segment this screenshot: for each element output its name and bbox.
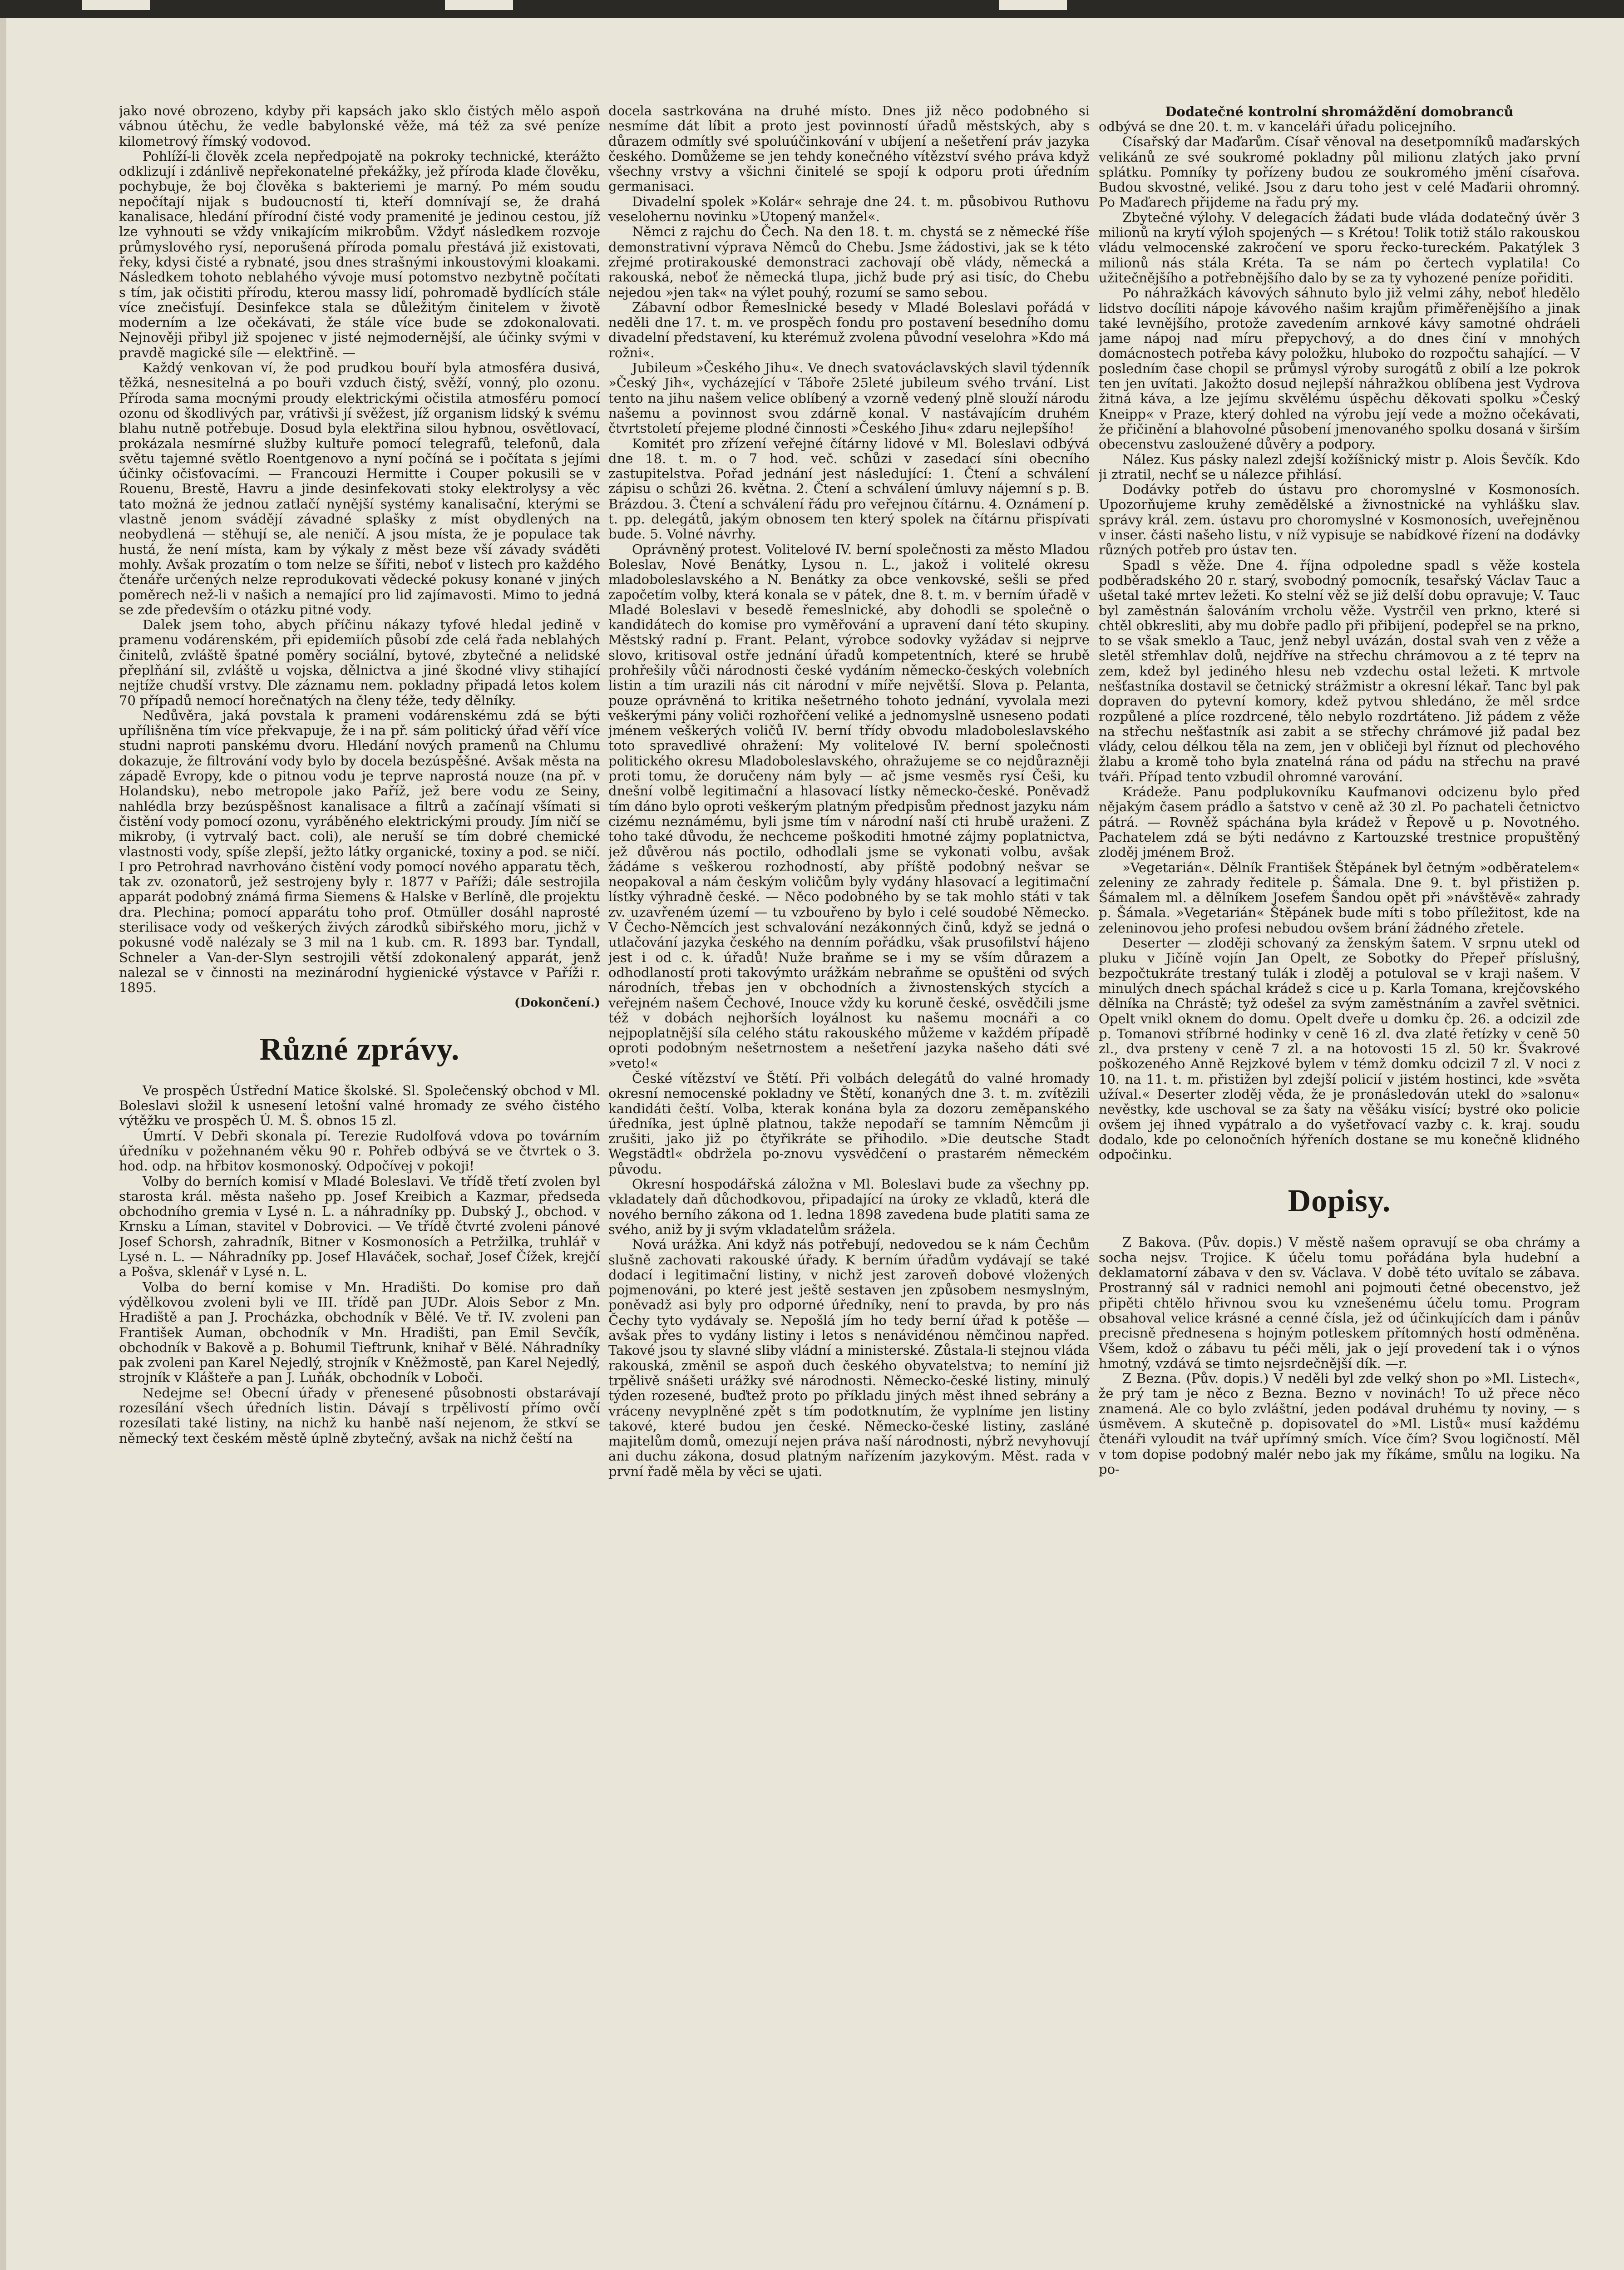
article-paragraph: Nedejme se! Obecní úřady v přenesené působnosti obstarávají rozesílání všech úředních listin. Dávají s trpělivostí přímo ovčí rozesílati také listiny, na nichž ku hanbě naší nejenom, že stkví se německý text českém městě úplně zbytečný, avšak na nichž čeští na xyxy=(119,1385,600,1446)
article-paragraph: Spadl s věže. Dne 4. října odpoledne spadl s věže kostela podběradského 20 r. starý, svobodný pomocník, tesařský Václav Tauc a ušetal také mrtev ležeti. Ko stelní věž se již delší dobu opravuje; V. Tauc byl zaměstnán šalováním vrcholu věže. Vystrčil ven prkno, které si chtěl obkresliti, aby mu dobře padlo při přibijení, podepřel se na prkno, to se však smeklo a Tauc, jenž nebyl uvázán, dostal svah ven z věže a sletěl střemhlav dolů, nejdříve na střechu chrámovou a z té teprv na zem, kdež byl jediného hlesu neb vzdechu ostal ležeti. K mrtvole nešťastníka dostavil se četnický strážmistr a okresní lékař. Tanc byl pak dopraven do pytevní komory, kdež pytvou shledáno, že měl srdce rozpůlené a plíce rozdrcené, tělo nebylo rozdrtáteno. Již pádem z věže na střechu nešťastník asi zabit a se střechy chrámové již padal bez vlády, celou délkou těla na zem, jen v obličeji byl říznut od plechového žlabu a kromě toho byla znatelná rána od pádu na střechu na pravé tváři. Případ tento vzbudil ohromné varování. xyxy=(1099,557,1580,785)
article-paragraph: Volby do berních komisí v Mladé Boleslavi. Ve třídě třetí zvolen byl starosta král. města našeho pp. Josef Kreibich a Kazmar, předseda obchodního gremia v Lysé n. L. a náhradníky pp. Dubský J., obchod. v Krnsku a Líman, stavitel v Dobrovici. — Ve třídě čtvrté zvoleni pánové Josef Schorsh, zahradník, Bitner v Kosmonosích a Petržilka, truhlář v Lysé n. L. — Náhradníky pp. Josef Hlaváček, sochař, Josef Čížek, krejčí a Pošva, sklenář v Lysé n. L. xyxy=(119,1173,600,1280)
article-paragraph: Krádeže. Panu podplukovníku Kaufmanovi odcizenu bylo před nějakým časem prádlo a šatstvo v ceně až 30 zl. Po pachateli četnictvo pátrá. — Rovněž spáchána byla krádež v Řepově u p. Novotného. Pachatelem zdá se býti nedávno z Kartouzské trestnice propuštěný zloděj jménem Brož. xyxy=(1099,784,1580,860)
article-paragraph: Zbytečné výlohy. V delegacích žádati bude vláda dodatečný úvěr 3 milionů na krytí výloh spojených — s Krétou! Tolik totiž stálo rakouskou vládu velmocenské zakročení ve sporu řecko-tureckém. Pakatýlek 3 milionů nás stála Kréta. Ta se nám po čertech vyplatila! Co užitečnějšího a potřebnějšího dalo by se za ty vyhozené peníze pořiditi. xyxy=(1099,209,1580,286)
article-paragraph: Divadelní spolek »Kolár« sehraje dne 24. t. m. působivou Ruthovu veselohernu novinku »Utopený manžel«. xyxy=(608,193,1090,225)
article-paragraph: Dalek jsem toho, abych příčinu nákazy tyfové hledal jedině v pramenu vodárenském, při epidemiích působí zde celá řada neblahých činitelů, zvláště špatné poměry sociální, bytové, zbytečné a nelidské přeplňání sil, zvláště u vojska, dělnictva a jiné škodné vlivy stihající nejtíže chudší vrstvy. Dle záznamu nem. pokladny připadá letos kolem 70 případů nemocí horečnatých na členy téže, tedy dělníky. xyxy=(119,617,600,708)
article-paragraph: Oprávněný protest. Volitelové IV. berní společnosti za město Mladou Boleslav, Nové Benátky, Lysou n. L., jakož i volitelé okresu mladoboleslavského a N. Benátky za obce venkovské, sešli se před započetím volby, která konala se v pátek, dne 8. t. m. v berním úřadě v Mladé Boleslavi v besedě řemeslnické, aby dohodli se společně o kandidátech do komise pro vyměřování a upravení daní této skupiny. Městský radní p. Frant. Pelant, výrobce sodovky vyžádav si nejprve slovo, kritisoval ostře jednání úřadů kompetentních, které se hrubě prohřešily vůči národnosti české vydáním německo-českých volebních listin a tím urazili nás cit národní v míře největší. Slova p. Pelanta, pouze oprávněná to kritika nešetrného tohoto jednání, vyvolala mezi veškerými pány voliči rozhořčení veliké a jednomyslně usneseno podati jménem veškerých voličů IV. berní třídy obvodu mladoboleslavského toto spravedlivé ohražení: My volitelové IV. berní společnosti politického okresu Mladoboleslavského, ohražujeme se co nejdůrazněji proti tomu, že doručeny nám byly — ač jsme vesměs rysí Češi, ku dnešní volbě legitimační a hlasovací lístky německo-české. Poněvadž tím dáno bylo oproti veškerým platným předpisům přednost jazyku nám cizému neznámému, byli jsme tím v národní naší cti hrubě uraženi. Z toho také důvodu, že nechceme poškoditi hmotné zájmy poplatnictva, jež důvěrou nás poctilo, odhodlali jsme se vykonati volbu, avšak žádáme s veškerou rozhodností, aby příště podobný nešvar se neopakoval a nám českým voličům byly vydány hlasovací a legitimační lístky výhradně české. — Něco podobného by se tak mohlo státi v tak zv. uzavřeném území — tu vzbouřeno by bylo i celé soudobé Německo. V Čecho-Němcích jest schvalování nezákonných činů, když se jedná o utlačování jazyka českého na denním pořádku, však prusofilství hájeno jest i od c. k. úřadů! Nuže braňme se i my se vším důrazem a odhodlaností proti takovýmto urážkám nebraňme se opuštěni od svých národních, třebas jen v obchodních a živnostenských stycích a veřejném našem Čechové, Inouce vždy ku koruně české, osvědčili jsme též v dobách nejhorších loyálnost ku našemu mocnáři a co nejpoplatnější síla celého státu rakouského můžeme v každém případě oproti podobným nešetrnostem a nešetření jazyka našeho dáti své »veto!« xyxy=(608,541,1090,1071)
article-paragraph: Nedůvěra, jaká povstala k prameni vodárenskému zdá se býti upřílišněna tím více překvapuje, že i na př. sám politický úřad věří více studni naproti panskému dvoru. Hledání nových pramenů na Chlumu dokazuje, že filtrování vody bylo by docela bezúspěšné. Avšak města na západě Evropy, kde o pitnou vodu je teprve naprostá nouze (na př. v Holandsku), nebo metropole jako Paříž, jež bere vodu ze Seiny, nahlédla brzy bezúspěšnost kanalisace a filtrů a začínají všímati si čistění vody pomocí ozonu, vyráběného elektrickými proudy. Jím ničí se mikroby, (i vytrvalý bact. coli), ale neruší se tím dobré chemické vlastnosti vody, spíše zlepší, ježto látky organické, toxiny a pod. se ničí. I pro Petrohrad navrhováno čistění vody pomocí nového apparatu těch, tak zv. ozonatorů, jež sestrojeny byly r. 1877 v Paříži; dále sestrojila apparát podobný známá firma Siemens & Halske v Berlíně, dle projektu dra. Plechina; pomocí apparátu toho prof. Otmüller dosáhl naprosté sterilisace vody od veškerých živých zárodků sibiřského moru, jichž v pokusné vodě nalézaly se 3 mil na 1 kub. cm. R. 1893 bar. Tyndall, Schneler a Van-der-Slyn sestrojili větší zdokonalený apparát, jenž nalezal se v činnosti na mezinárodní hygienické výstavce v Paříži r. 1895. xyxy=(119,707,600,996)
scan-notch xyxy=(82,0,150,10)
article-paragraph: České vítězství ve Štětí. Při volbách delegátů do valné hromady okresní nemocenské pokladny ve Štětí, konaných dne 3. t. m. zvítězili kandidáti čeští. Volba, kterak konána byla za dozoru zeměpanského úředníka, jest úplně platnou, takže nepodaří se tamním Němcům ji zrušiti, jako již po čtyřikráte se přihodilo. »Die deutsche Stadt Wegstädtl« obdržela po-znovu vysvědčení o prastarém německém původu. xyxy=(608,1071,1090,1177)
article-paragraph: Jubileum »Českého Jihu«. Ve dnech svatováclavských slavil týdenník »Český Jih«, vycházející v Táboře 25leté jubileum svého trvání. List tento na jihu našem velice oblíbený a vzorně vedený plně slouží národu našemu a povinnost svou zdárně konal. V nastávajícím druhém čtvrtstoletí přejeme plodné činnosti »Českého Jihu« zdaru nejlepšího! xyxy=(608,360,1090,436)
article-paragraph: Pohlíží-li člověk zcela nepředpojatě na pokroky technické, kterážto odklizují i zdánlivě nepřekonatelné překážky, jež příroda klade člověku, pochybuje, že boj člověka s bakteriemi je marný. Po mém soudu nepočítají nijak s budoucností ti, kteří domnívají se, že drahá kanalisace, hledání přírodní čisté vody pramenité je jedinou cestou, jíž lze vyhnouti se vždy vnikajícím mikrobům. Vždyť následkem rozvoje průmyslového rysí, neporušená příroda pomalu přestává již existovati, řeky, kdysi čisté a rybnaté, jsou dnes strašnými inkoustovými kloakami. Následkem tohoto neblahého vývoje musí potomstvo nezbytně počítati s tím, jak očistiti přírodu, kterou massy lidí, pohromadě bydlících stále více znečisťují. Desinfekce stala se důležitým činitelem v životě moderním a lze očekávati, že stále více bude se zdokonalovati. Nejnověji přibyl již spojenec v jisté nejmodernější, ale účinky svými v pravdě magické síle — elektřině. — xyxy=(119,148,600,360)
section-heading: Dopisy. xyxy=(1288,1184,1391,1219)
article-paragraph: Nová urážka. Ani když nás potřebují, nedovedou se k nám Čechům slušně zachovati rakouské úřady. K berním úřadům vydávají se také dodací i legitimační listiny, v nichž jest zaroveň dobové vložených pojmenováni, po které jest ještě sestaven jen způsobem nesmyslným, poněvadž asi byly pro odporné úředníky, není to pravda, by pro nás Čechy tyto vydávaly se. Nepošlá jím ho tedy berní úřad k potěše — avšak přes to vydány listiny i letos s nenávidénou němčinou napřed. Takové jsou ty slavné sliby vládní a ministerské. Zůstala-li stejnou vláda rakouská, změnil se aspoň duch českého obyvatelstva; to nemíní již trpělivě snášeti urážky své národnosti. Německo-české listiny, minulý týden rozesené, buďtež proto po příkladu jiných měst ihned sebrány a vráceny nevyplněné zpět s tím podotknutím, že vyplníme jen listiny takové, které budou jen české. Německo-české listiny, zasláné majitelům domů, omezují nejen práva naší národnosti, nýbrž nevyhovují ani duchu zákona, dosud platným nařízením jazykovým. Měst. rada v první řadě měla by věci se ujati. xyxy=(608,1237,1090,1479)
article-paragraph: Volba do berní komise v Mn. Hradišti. Do komise pro daň výdělkovou zvoleni byli ve III. třídě pan JUDr. Alois Sebor z Mn. Hradiště a pan J. Procházka, obchodník v Bělé. Ve tř. IV. zvoleni pan František Auman, obchodník v Mn. Hradišti, pan Emil Sevčík, obchodník v Bakově a p. Bohumil Tieftrunk, knihař v Bělé. Náhradníky pak zvoleni pan Karel Nejedlý, strojník v Kněžmostě, pan Karel Nejedlý, strojník v Klášteře a pan J. Luňák, obchodník v Loboči. xyxy=(119,1279,600,1386)
article-paragraph: Každý venkovan ví, že pod prudkou bouří byla atmosféra dusivá, těžká, nesnesitelná a po bouři vzduch čistý, svěží, vonný, plo ozonu. Příroda sama mocnými proudy elektrickými očistila atmosféru pomocí ozonu od škodlivých par, vrátivši jí svěžest, jíž organism lidský k svému blahu nutně potřebuje. Dosud byla elektřina silou hybnou, osvětlovací, prokázala nesmírné služby kultuře pomocí telegrafů, telefonů, dala světu tajemné světlo Roentgenovo a nyní počíná se i počítata s jejími účinky očisťovacími. — Francouzi Hermitte i Couper pokusili se v Rouenu, Brestě, Havru a jinde desinfekovati stoky elektrolysy a věc tato možná že jednou zatlačí nynější systémy kanalisační, kterými se vlastně jenom svádějí závadné splašky z míst obydlených na neobydlená — stěhují se, ale neničí. A jsou místa, že je populace tak hustá, že není místa, kam by výkaly z měst beze vší závady sváděti mohly. Avšak prozatím o tom nelze se šířiti, neboť v listech pro každého čtenáře určených nelze reprodukovati vědecké pokusy konané v jiných poměrech než-li v našich a nemající pro lid zajímavosti. Mimo to jedná se zde především o otázku pitné vody. xyxy=(119,360,600,617)
article-paragraph: docela sastrkována na druhé místo. Dnes již něco podobného si nesmíme dát líbit a proto jest povinností úřadů městských, aby s důrazem odmítly své spoluúčinkování v ubíjení a nešetření práv jazyka českého. Domůžeme se jen tehdy konečného vítězství svého práva když všechny vrstvy a všichni činitelé se spojí k odporu proti úředním germanisaci. xyxy=(608,104,1090,194)
scan-notch xyxy=(445,0,513,10)
article-paragraph: Z Bakova. (Pův. dopis.) V městě našem opravují se oba chrámy a socha nejsv. Trojice. K účelu tomu pořádána byla hudební a deklamatorní zábava v den sv. Václava. V době této uvítalo se zábava. Prostranný sál v radnici nemohl ani pojmouti četné obecenstvo, jež připěti chtělo hřivnou svou ku vznešenému účelu tomu. Program obsahoval velice krásné a cenné čísla, jež od účinkujících dam i pánův precisně přednesena s hojným potleskem přítomných hostí odměněna. Všem, kdož o zábavu tu péči měli, jak o její provedení tak i o výnos hmotný, vzdává se timto nejsrdečnější dík. —r. xyxy=(1099,1234,1580,1371)
article-paragraph: Úmrtí. V Debři skonala pí. Terezie Rudolfová vdova po továrním úředníku v požehnaném věku 90 r. Pohřeb odbývá se ve čtvrtek o 3. hod. odp. na hřbitov kosmonoský. Odpočívej v pokoji! xyxy=(119,1128,600,1174)
column-2 xyxy=(608,104,1090,2270)
article-paragraph: Deserter — zloději schovaný za ženským šatem. V srpnu utekl od pluku v Jičíně vojín Jan Opelt, ze Sobotky do Přepeř příslušný, bezpočtukráte trestaný tulák i zloděj a potuloval se v kraji našem. V minulých dnech spáchal krádež s cice u p. Karla Tomana, krejčovského dělníka na Chrástě; tyž odešel za svým zaměstnáním a zavřel světnici. Opelt vnikl oknem do domu. Opelt dveře u domku čp. 26. a odcizil zde p. Tomanovi stříbrné hodinky v ceně 16 zl. dva zlaté řetízky v ceně 50 zl., dva prsteny v ceně 7 zl. a na hotovosti 15 zl. 50 kr. Švakrové poškozeného Anně Rejzkové bylem v témž domku odcizil 7 zl. V noci z 10. na 11. t. m. přistižen byl zdejší policií v jistém hostinci, kde »světa užíval.« Deserter zloděj věda, že je pronásledován utekl do »salonu« nevěstky, kde uschoval se za šaty na věšáku visící; bystré oko policie ovšem jej ihned vypátralo a do vyšetřovací vazby c. k. kraj. soudu dodalo, kde po celonočních hýřeních dostane se mu konečně klidného odpočinku. xyxy=(1099,935,1580,1163)
article-paragraph: odbývá se dne 20. t. m. v kanceláři úřadu policejního. xyxy=(1099,119,1456,134)
article-paragraph: Ve prospěch Ústřední Matice školské. Sl. Společenský obchod v Ml. Boleslavi složil k usnesení letošní valné hromady ze svého čistého výtěžku ve prospěch Ú. M. Š. obnos 15 zl. xyxy=(119,1082,600,1129)
continuation-note: (Dokončení.) xyxy=(514,996,600,1010)
section-heading: Různé zprávy. xyxy=(259,1031,460,1067)
article-paragraph: Zábavní odbor Řemeslnické besedy v Mladé Boleslavi pořádá v neděli dne 17. t. m. ve prospěch fondu pro postavení besedního domu divadelní představení, ku kterémuž zvolena původní veselohra »Kdo má rožni«. xyxy=(608,299,1090,360)
article-paragraph: Dodávky potřeb do ústavu pro choromyslné v Kosmonosích. Upozorňujeme kruhy zemědělské a živnostnické na vyhlášku slav. správy král. zem. ústavu pro choromyslné v Kosmonosích, uveřejněnou v inser. části našeho listu, v níž vypisuje se nabídkové řízení na dodávky různých potřeb pro ústav ten. xyxy=(1099,482,1580,558)
article-paragraph: Okresní hospodářská záložna v Ml. Boleslavi bude za všechny pp. vkladately daň důchodkovou, připadající na úroky ze vkladů, která dle nového berního zákona od 1. ledna 1898 zavedena bude platiti sama ze svého, aniž by ji svým vkladatelům srážela. xyxy=(608,1176,1090,1237)
column-3 xyxy=(1099,104,1580,2270)
article-paragraph: Nález. Kus pásky nalezl zdejší kožíšnický mistr p. Alois Ševčík. Kdo ji ztratil, nechť se u nálezce přihlásí. xyxy=(1099,451,1580,482)
article-paragraph: Císařský dar Maďarům. Císař věnoval na desetpomníků maďarských velikánů ze své soukromé pokladny půl milionu zlatých jako první splátku. Pomníky ty pořízeny budou ze soukromého jmění císařova. Budou skvostné, veliké. Jsou z daru toho jest v celé Maďarii ohromný. Po Maďarech přijdeme na řadu prý my. xyxy=(1099,134,1580,210)
scan-left-margin xyxy=(0,18,6,2270)
article-paragraph: »Vegetarián«. Dělník František Štěpánek byl četným »odběratelem« zeleniny ze zahrady ředitele p. Šámala. Dne 9. t. byl přistižen p. Šámalem ml. a dělníkem Josefem Šandou opět při »návštěvě« zahrady p. Šámala. »Vegetarián« Štěpánek bude míti s tobo příležitost, kde na zeleninovou jeho profesi nebudou ovšem brání žádného zřetele. xyxy=(1099,859,1580,936)
scan-top-edge xyxy=(0,0,1624,18)
scan-notch xyxy=(999,0,1067,10)
article-heading: Dodatečné kontrolní shromáždění domobranců xyxy=(1165,104,1514,119)
article-paragraph: Komitét pro zřízení veřejné čítárny lidové v Ml. Boleslavi odbývá dne 18. t. m. o 7 hod. več. schůzi v zasedací síni obecního zastupitelstva. Pořad jednání jest následující: 1. Čtení a schválení zápisu o schůzi 26. května. 2. Čtení a schválení úmluvy nájemní s p. B. Brázdou. 3. Čtení a schválení řádu pro veřejnou čítárnu. 4. Oznámení p. t. pp. delegátů, jakým obnosem ten který spolek na čítárnu přispívati bude. 5. Volné návrhy. xyxy=(608,435,1090,542)
article-paragraph: jako nové obrozeno, kdyby při kapsách jako sklo čistých mělo aspoň vábnou útěchu, že vedle babylonské věže, má též za své peníze kilometrový římský vodovod. xyxy=(119,104,600,149)
article-paragraph: Němci z rajchu do Čech. Na den 18. t. m. chystá se z německé říše demonstrativní výprava Němců do Chebu. Jsme žádostivi, jak se k této zřejmé protirakouské demonstraci zachovají obě vlády, německá a rakouská, neboť že německá tlupa, jichž bude prý asi tisíc, do Chebu nejedou »jen tak« na výlet pouhý, rozumí se samo sebou. xyxy=(608,224,1090,300)
column-1 xyxy=(119,104,600,2270)
article-paragraph: Po náhražkách kávových sáhnuto bylo již velmi záhy, neboť hledělo lidstvo docíliti nápoje kávového našim krajům přiměřenějšího a jinak také levnějšího, protože zavedením arnkové kávy samotné ohdráeli jame nápoj nad míru přepychový, a do dnes činí v mnohých domácnostech potřeba kávy položku, hluboko do rozpočtu sahající. — V posledním čase chopil se průmysl výroby surogátů z obilí a lze pokrok ten jen uvítati. Jakožto dosud nejlepší náhražkou oblíbena jest Vydrova žitná káva, a lze jejímu skvělému úspěchu děkovati spolku »Český Kneipp« v Praze, který dohled na výrobu její vede a možno očekávati, že přičinění a blahovolné působení jmenovaného spolku dosaná v širším obecenstvu zasloužené důvěry a podpory. xyxy=(1099,285,1580,452)
article-paragraph: Z Bezna. (Pův. dopis.) V neděli byl zde velký shon po »Ml. Listech«, že prý tam je něco z Bezna. Bezno v novinách! To už přece něco znamená. Ale co bylo zvláštní, jeden podával druhému ty noviny, — s úsměvem. A skutečně p. dopisovatel do »Ml. Listů« musí každému čtenáři vyloudit na tvář upřímný smích. Více čím? Svou logičností. Měl v tom dopise podobný malér nebo jak my říkáme, smůlu na logiku. Na po- xyxy=(1099,1371,1580,1477)
